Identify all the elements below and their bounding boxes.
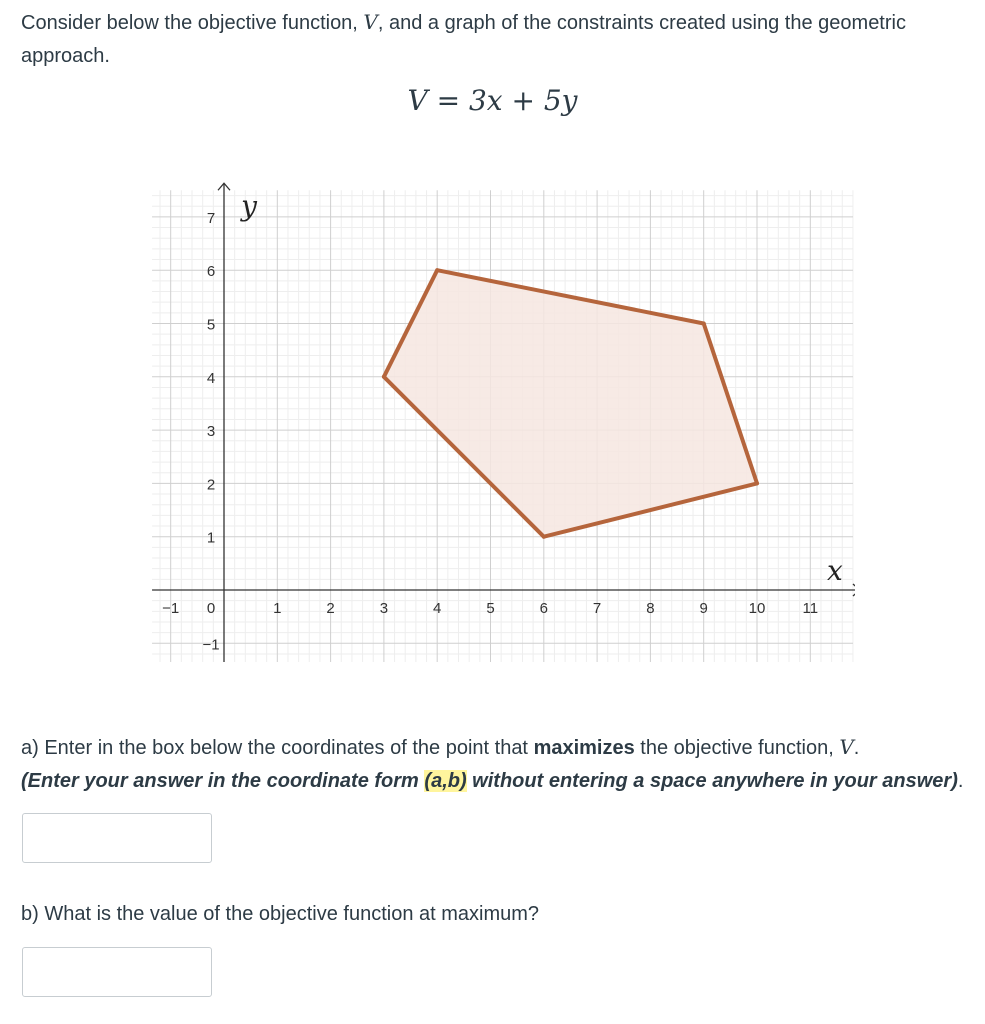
x-tick-label: 4 bbox=[433, 600, 442, 617]
x-tick-label: 11 bbox=[802, 600, 819, 617]
y-tick-label: 1 bbox=[206, 529, 216, 547]
x-tick-label: 10 bbox=[748, 600, 766, 617]
question-b: b) What is the value of the objective function at maximum? bbox=[21, 903, 540, 925]
y-tick-label: 3 bbox=[206, 423, 216, 441]
feasible-region bbox=[384, 270, 757, 537]
x-tick-label: 3 bbox=[379, 600, 389, 617]
x-tick-label: 8 bbox=[646, 600, 655, 617]
x-tick-label: 1 bbox=[273, 600, 282, 617]
x-tick-label: 5 bbox=[486, 600, 495, 617]
intro-text: Consider below the objective function, V, and a graph of the constraints created using the geometric approach. bbox=[21, 10, 906, 67]
question-a: a) Enter in the box below the coordinates of the point that maximizes the objective function, V. (Enter your answer in the coordinate form (a,b) without entering a space anywhere in your answer). bbox=[21, 735, 964, 792]
x-tick-label: 6 bbox=[539, 600, 548, 617]
x-tick-label: −1 bbox=[162, 600, 180, 617]
y-axis-label: y bbox=[241, 189, 257, 223]
y-tick-label: 2 bbox=[206, 476, 216, 494]
highlighted-format: (a,b) bbox=[424, 770, 467, 792]
x-tick-label: 2 bbox=[326, 600, 335, 617]
x-tick-label: 7 bbox=[592, 600, 602, 617]
x-axis-label: x bbox=[827, 554, 843, 587]
polygon-vertex bbox=[702, 322, 706, 326]
polygon-vertex bbox=[382, 375, 386, 379]
y-tick-label: −1 bbox=[202, 636, 220, 654]
y-tick-label: 7 bbox=[206, 209, 216, 227]
answer-a-input[interactable] bbox=[22, 813, 212, 863]
x-tick-label: 9 bbox=[699, 600, 708, 617]
polygon-vertex bbox=[435, 268, 439, 272]
objective-var: V bbox=[363, 10, 378, 34]
answer-b-input[interactable] bbox=[22, 947, 212, 997]
x-tick-label: 0 bbox=[206, 600, 216, 617]
polygon-vertex bbox=[755, 481, 759, 485]
y-tick-label: 5 bbox=[206, 316, 216, 334]
constraint-graph bbox=[150, 165, 855, 675]
polygon-vertex bbox=[542, 535, 546, 539]
y-tick-label: 6 bbox=[206, 263, 216, 281]
objective-equation: V = 3x + 5y bbox=[407, 84, 578, 117]
y-tick-label: 4 bbox=[206, 369, 216, 387]
